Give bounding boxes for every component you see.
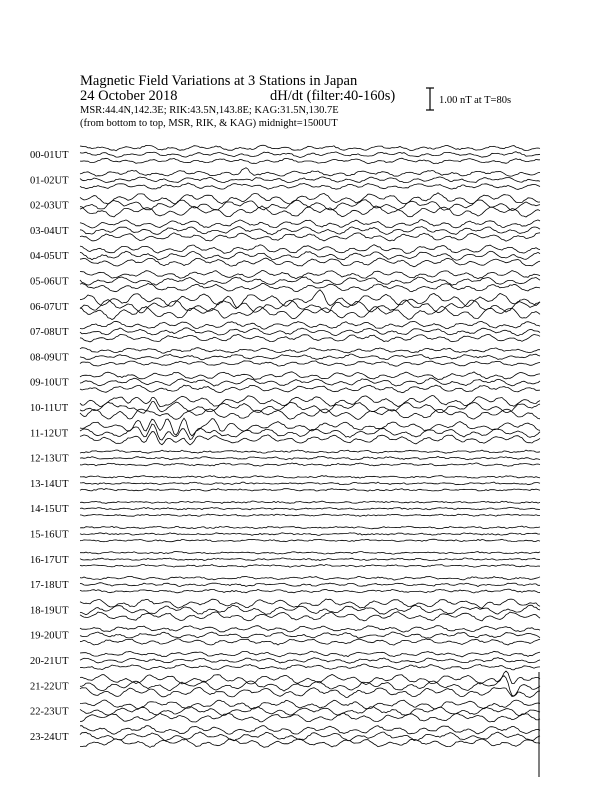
chart-date: 24 October 2018	[80, 88, 178, 104]
trace-msr	[80, 206, 540, 217]
hour-label: 18-19UT	[30, 605, 69, 617]
trace-msr	[80, 664, 540, 670]
trace-kag	[80, 671, 540, 685]
hour-label: 10-11UT	[30, 403, 69, 414]
hour-label: 03-04UT	[30, 225, 69, 237]
trace-msr	[80, 639, 540, 645]
trace-kag	[80, 168, 540, 176]
hour-label: 14-15UT	[30, 504, 69, 516]
trace-msr	[80, 463, 540, 466]
trace-rik	[80, 482, 540, 485]
trace-msr	[80, 687, 540, 697]
hour-label: 21-22UT	[30, 681, 69, 693]
hour-label: 08-09UT	[30, 352, 69, 364]
hour-label: 11-12UT	[30, 428, 69, 440]
trace-msr	[80, 713, 540, 722]
trace-msr	[80, 409, 540, 420]
station-order-note: (from bottom to top, MSR, RIK, & KAG) midnight=1500UT	[80, 118, 338, 129]
hour-label: 00-01UT	[30, 150, 69, 161]
trace-msr	[80, 361, 540, 366]
trace-msr	[80, 385, 540, 393]
hour-label: 17-18UT	[30, 580, 69, 592]
trace-rik	[80, 732, 540, 741]
trace-rik	[80, 177, 540, 183]
trace-msr	[80, 158, 540, 164]
trace-rik	[80, 200, 540, 211]
trace-rik	[80, 354, 540, 360]
trace-rik	[80, 508, 540, 510]
hour-labels	[30, 150, 69, 743]
trace-rik	[80, 583, 540, 587]
hour-label: 07-08UT	[30, 327, 69, 339]
trace-rik	[80, 328, 540, 336]
trace-msr	[80, 334, 540, 342]
trace-msr	[80, 514, 540, 516]
trace-msr	[80, 589, 540, 593]
trace-rik	[80, 558, 540, 561]
trace-kag	[80, 700, 540, 709]
trace-kag	[80, 220, 540, 228]
trace-msr	[80, 539, 540, 542]
hour-label: 06-07UT	[30, 301, 69, 313]
trace-rik	[80, 707, 540, 716]
trace-rik	[80, 533, 540, 536]
trace-kag	[80, 476, 540, 479]
hour-label: 13-14UT	[30, 478, 69, 490]
trace-kag	[80, 651, 540, 657]
hour-label: 01-02UT	[30, 175, 69, 187]
hour-label: 16-17UT	[30, 554, 69, 566]
hour-label: 20-21UT	[30, 656, 69, 667]
chart-quantity: dH/dt (filter:40-160s)	[270, 88, 396, 104]
trace-kag	[80, 145, 540, 151]
trace-msr	[80, 283, 540, 291]
trace-kag	[80, 372, 540, 380]
hour-label: 22-23UT	[30, 706, 69, 718]
trace-rik	[80, 457, 540, 460]
trace-rik	[80, 378, 540, 386]
chart-title: Magnetic Field Variations at 3 Stations in Japan	[80, 73, 358, 89]
trace-kag	[80, 321, 540, 329]
trace-kag	[80, 501, 540, 503]
hour-label: 02-03UT	[30, 200, 69, 212]
hour-label: 23-24UT	[30, 731, 69, 743]
hour-label: 09-10UT	[30, 377, 69, 389]
station-coordinates: MSR:44.4N,142.3E; RIK:43.5N,143.8E; KAG:31.5N,130.7E	[80, 105, 339, 116]
trace-rik	[80, 658, 540, 664]
hour-label: 15-16UT	[30, 529, 69, 541]
trace-kag	[80, 599, 540, 608]
trace-kag	[80, 626, 540, 633]
trace-kag	[80, 726, 540, 735]
trace-msr	[80, 183, 540, 189]
trace-msr	[80, 565, 540, 568]
trace-msr	[80, 739, 540, 748]
hour-label: 05-06UT	[30, 276, 69, 288]
trace-msr	[80, 258, 540, 267]
traces	[80, 145, 540, 777]
trace-kag	[80, 526, 540, 529]
trace-rik	[80, 424, 540, 440]
trace-kag	[80, 396, 540, 407]
trace-msr	[80, 489, 540, 492]
hour-label: 12-13UT	[30, 453, 69, 465]
trace-rik	[80, 676, 540, 696]
trace-msr	[80, 233, 540, 241]
hour-label: 04-05UT	[30, 251, 69, 263]
trace-rik	[80, 152, 540, 158]
trace-kag	[80, 552, 540, 555]
trace-kag	[80, 348, 540, 354]
hour-label: 19-20UT	[30, 630, 69, 642]
trace-kag	[80, 450, 540, 453]
scale-bar	[426, 88, 434, 110]
trace-kag	[80, 270, 540, 278]
trace-kag	[80, 193, 540, 204]
trace-msr	[80, 306, 540, 319]
trace-rik	[80, 632, 540, 638]
scale-bar-label: 1.00 nT at T=80s	[439, 95, 512, 106]
trace-kag	[80, 576, 540, 580]
